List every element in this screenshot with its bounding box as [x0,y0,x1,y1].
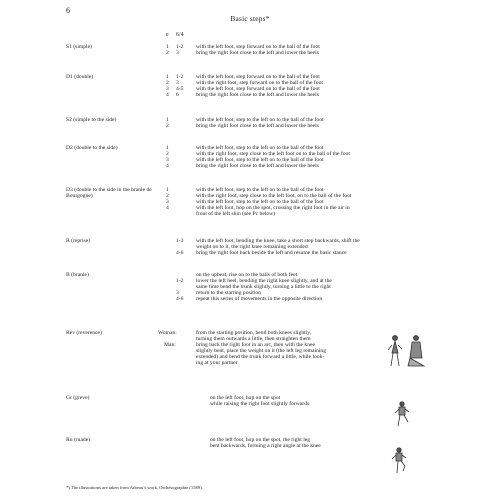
count-column [166,44,169,56]
step-description [210,395,309,407]
count-value: 3 [176,290,179,297]
count-value: 2 [166,123,169,130]
step-description [196,145,350,169]
description-line: slightly bent, place the weight on it (the left leg remaining [196,348,327,355]
count-value: 2 [166,80,169,87]
count-value: 1 [166,187,169,193]
woman-label: Woman: [158,330,177,336]
description-line: turning them outwards a little, then straighten them [196,336,311,343]
count-value: 2 [166,151,169,158]
description-line: on the left foot, hop on the spot, the right leg [210,437,311,443]
description-line: same time bend the trunk slightly, turning a little to the right [196,284,331,291]
count-value: 1 [166,117,169,123]
count-value: 3 [166,199,169,206]
count-value: 3 [166,86,169,93]
description-line: bring the right foot close to the left and lower the heels [196,50,319,57]
description-line: weight on to it, the right knee remaining extended [196,244,308,251]
description-line: with the right foot, step forward on to the ball of the foot [196,80,323,87]
description-line: with the left foot, step forward on to the ball of the foot [196,86,320,93]
description-line: with the left foot, step to the left on to the ball of the foot [196,199,324,206]
description-line: with the left foot, step to the left on to the ball of the foot [196,145,324,151]
count-value: 4 [166,163,169,170]
step-label: S1 (simple) [66,44,92,50]
description-line: bring the right foot back beside the left and resume the basic stance [196,250,347,257]
step-description [196,342,326,366]
description-line: with the left foot, step to the left on to the ball of the foot [196,187,324,193]
description-line: with the right foot, step close to the left foot, on to the ball of the foot [196,193,352,200]
description-line: repeat this series of movements in the opposite direction [196,296,323,303]
description-line: from the starting position, bend both knees slightly, [196,330,312,336]
step-description [196,187,351,217]
count-column [166,187,169,211]
count-value: 1-2 [176,278,184,285]
description-line: lower the left heel, bending the right knee slightly, and at the [196,278,332,285]
description-line: bring the right foot close to the left and lower the heels [196,163,319,170]
count-value: 3 [176,80,179,87]
count-value: 4 [166,205,169,212]
description-line: bent backwards, forming a right angle at the knee [210,443,321,450]
description-line: with the right foot, step close to the left foot on to the ball of the foot [196,151,350,158]
page-title: Basic steps* [230,14,270,23]
count-column [176,238,183,256]
count-value: 1-2 [176,74,184,80]
description-line: with the left foot, hop on the spot, crossing the right foot in the air in [196,205,350,212]
description-line: with the left foot, step forward on to the ball of the foot [196,44,320,50]
count-column [176,74,183,98]
step-label: D2 (double to the side) [66,145,118,151]
count-column [166,74,169,98]
description-line: with the left foot, step to the left on to the ball of the foot [196,157,324,164]
step-description [210,437,321,449]
count-value: 1-3 [176,238,184,244]
column-header-e: e [166,32,169,38]
description-line: bring back the right foot in an arc, then with the knee [196,342,315,348]
description-line: return to the starting position [196,290,261,297]
step-label: Gr (greve) [66,395,90,401]
count-column [166,117,169,129]
count-value: 4-6 [176,296,184,303]
description-line: with the left foot, bending the knee, take a short step backwards, shift the [196,238,360,244]
description-line: bring the right foot close to the left and lower the heels [196,92,319,99]
step-description [196,117,324,129]
count-column [176,272,183,302]
count-value: 4-5 [176,86,184,93]
count-value: 2 [166,50,169,57]
step-label: Rev (reverence) [66,330,102,336]
description-line: on the upbeat, rise on to the balls of both feet [196,272,298,278]
count-value: 1-2 [176,44,184,50]
description-line: on the left foot, hop on the spot [210,395,281,401]
reverence-figures-image [384,333,428,369]
count-value: 3 [176,50,179,57]
footnote: *) The illustrations are taken from Arbeau’s work, Orchésographie (1589). [66,485,203,490]
man-label: Man: [164,342,176,348]
count-value: 1 [166,74,169,80]
count-value: 1 [166,145,169,151]
description-line: front of the left shin (see Pc below) [196,211,276,218]
step-description [196,330,311,342]
step-label: S2 (simple to the side) [66,117,117,123]
count-value: 3 [166,157,169,164]
step-label: D1 (double) [66,74,94,80]
count-value: 2 [166,193,169,200]
count-column [166,145,169,169]
count-value: 6 [176,92,179,99]
step-label: B (branle) [66,272,89,278]
count-column [176,44,183,56]
count-value: 1 [166,44,169,50]
greve-figure-image [392,400,412,428]
count-value: 4-6 [176,250,184,257]
description-line: ing at your partner [196,360,238,367]
column-header-6-4: 6/4 [176,32,184,38]
step-label: R (reprise) [66,238,91,244]
description-line: while raising the right foot slightly forwards [210,401,310,408]
step-description [196,44,320,56]
description-line: extended) and bend the trunk forward a little, while look- [196,354,325,361]
description-line: with the left foot, step forward on to the ball of the foot [196,74,320,80]
step-description [196,272,332,302]
step-description [196,74,323,98]
description-line: bring the right foot close to the left and lower the heels [196,123,319,130]
step-label: D3 (double to the side in the branle de Bourgogne) [66,187,152,200]
page-number: 6 [66,6,70,15]
step-label: Ru (ruade) [66,437,91,443]
description-line: with the left foot, step to the left on to the ball of the foot [196,117,324,123]
ruade-figure-image [388,446,410,476]
count-value: 4 [166,92,169,99]
step-description [196,238,360,256]
